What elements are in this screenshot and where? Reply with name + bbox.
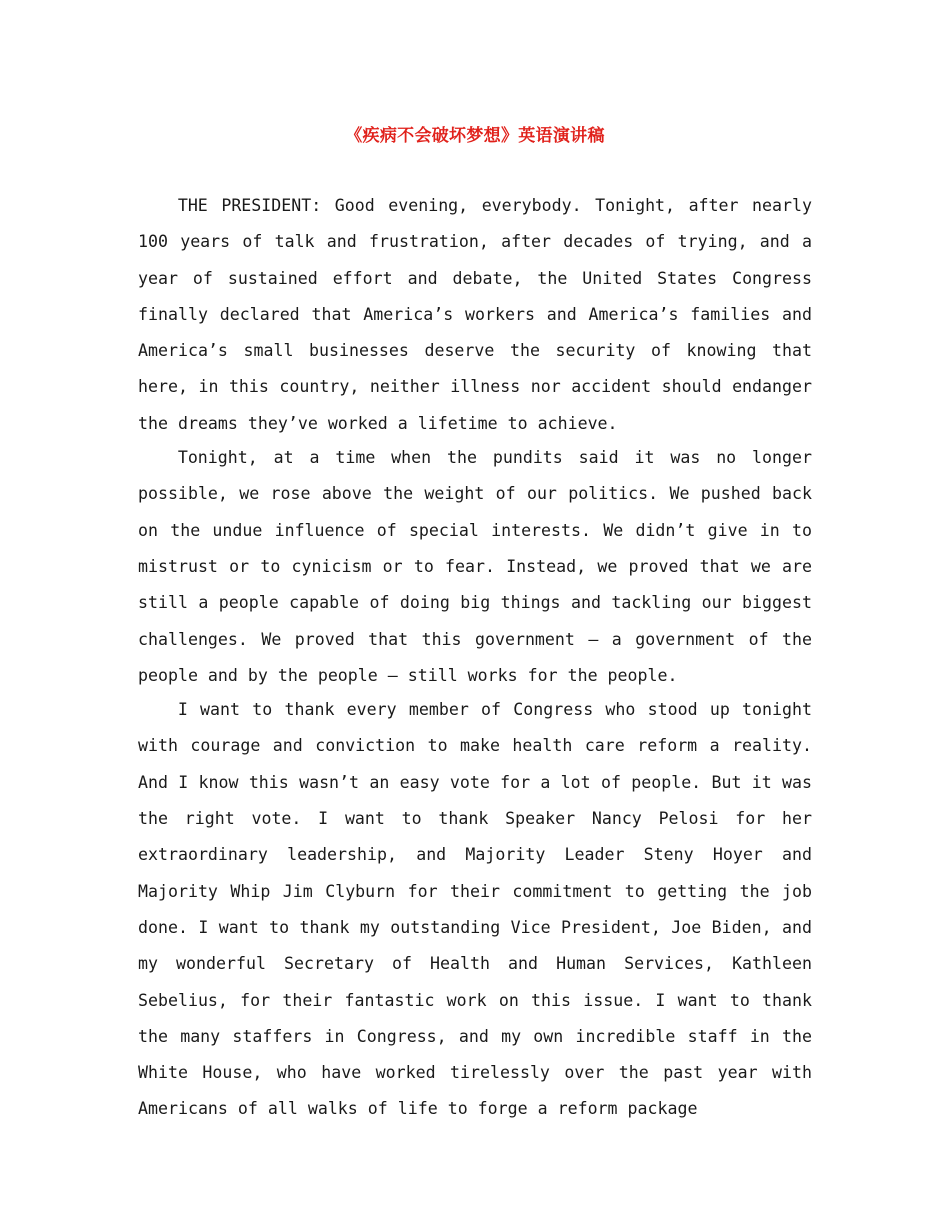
- paragraph-1: THE PRESIDENT: Good evening, everybody. Tonight, after nearly 100 years of talk and frustration, after decades of trying, and a year of sustained effort and debate, the United States Congress finally declared that America’s workers and America’s families and America’s small businesses deserve the security of knowing that here, in this country, neither illness nor accident should endanger the dreams they’ve worked a lifetime to achieve.: [138, 196, 812, 433]
- document-body: [138, 188, 812, 1126]
- document-title: 《疾病不会破坏梦想》英语演讲稿: [345, 126, 605, 146]
- paragraph-2: Tonight, at a time when the pundits said it was no longer possible, we rose above the weight of our politics. We pushed back on the undue influence of special interests. We didn’t give in to mistrust or to cynicism or to fear. Instead, we proved that we are still a people capable of doing big things and tackling our biggest challenges. We proved that this government — a government of the people and by the people — still works for the people.: [138, 448, 812, 685]
- paragraph-3: I want to thank every member of Congress who stood up tonight with courage and conviction to make health care reform a reality. And I know this wasn’t an easy vote for a lot of people. But it was the right vote. I want to thank Speaker Nancy Pelosi for her extraordinary leadership, and Majority Leader Steny Hoyer and Majority Whip Jim Clyburn for their commitment to getting the job done. I want to thank my outstanding Vice President, Joe Biden, and my wonderful Secretary of Health and Human Services, Kathleen Sebelius, for their fantastic work on this issue. I want to thank the many staffers in Congress, and my own incredible staff in the White House, who have worked tirelessly over the past year with Americans of all walks of life to forge a reform package: [138, 700, 812, 1119]
